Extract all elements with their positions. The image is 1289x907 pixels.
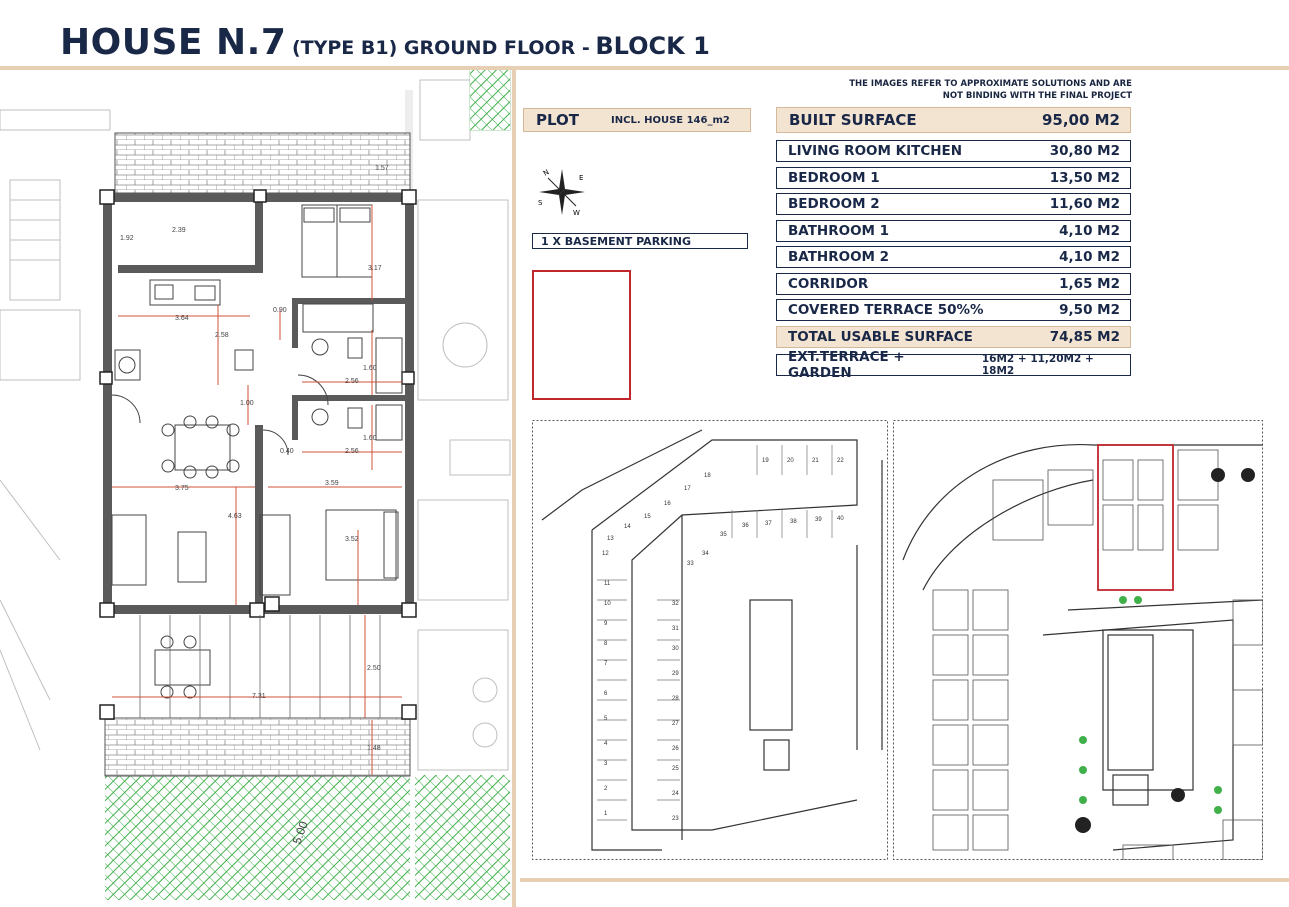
parking-label: 1 X BASEMENT PARKING: [532, 233, 748, 249]
total-label: TOTAL USABLE SURFACE: [788, 328, 973, 345]
svg-text:W: W: [573, 209, 580, 217]
svg-text:33: 33: [687, 561, 694, 567]
svg-text:32: 32: [672, 601, 679, 607]
built-surface-header: [776, 107, 1131, 133]
area-value: 30,80 M2: [1049, 143, 1120, 159]
dim-label: 2.58: [215, 332, 229, 339]
svg-text:2: 2: [604, 786, 608, 792]
compass-icon: [535, 165, 590, 220]
svg-text:9: 9: [604, 621, 608, 627]
dim-label: 1.60: [363, 435, 377, 442]
area-label: BEDROOM 1: [788, 169, 880, 186]
ext-label: EXT.TERRACE + GARDEN: [788, 348, 905, 381]
svg-text:21: 21: [812, 458, 819, 464]
title-house: HOUSE N.7: [60, 22, 287, 63]
svg-text:37: 37: [765, 521, 772, 527]
dim-label: 3.59: [325, 480, 339, 487]
svg-text:25: 25: [672, 766, 679, 772]
svg-text:18: 18: [704, 473, 711, 479]
svg-text:39: 39: [815, 517, 822, 523]
dim-label: 5.00: [289, 819, 311, 847]
floor-plan: [0, 70, 512, 907]
svg-text:10: 10: [604, 601, 611, 607]
svg-text:5: 5: [604, 716, 608, 722]
plot-header: [523, 108, 751, 132]
svg-text:40: 40: [837, 516, 844, 522]
area-table: [776, 140, 1131, 380]
dim-label: 2.50: [367, 665, 381, 672]
area-label: BATHROOM 2: [788, 249, 890, 265]
area-row: [776, 220, 1131, 242]
area-value: 4,10 M2: [1059, 249, 1120, 265]
dim-label: 3.17: [368, 265, 382, 272]
svg-text:26: 26: [672, 746, 679, 752]
dim-label: 0.90: [273, 307, 287, 314]
site-plan: [893, 420, 1263, 860]
svg-text:27: 27: [672, 721, 679, 727]
dim-label: 1.48: [367, 745, 381, 752]
dim-label: 7.31: [252, 693, 266, 700]
dim-label: 1.57: [375, 165, 389, 172]
svg-text:8: 8: [604, 641, 608, 647]
svg-text:34: 34: [702, 551, 709, 557]
area-value: 9,50 M2: [1059, 302, 1120, 318]
area-label: COVERED TERRACE 50%%: [788, 302, 984, 318]
title-block: BLOCK 1: [595, 32, 710, 60]
dim-label: 3.64: [175, 315, 189, 322]
total-row: [776, 326, 1131, 348]
svg-text:15: 15: [644, 514, 651, 520]
area-row: [776, 299, 1131, 321]
svg-text:E: E: [579, 174, 584, 182]
svg-text:S: S: [538, 199, 543, 207]
svg-text:6: 6: [604, 691, 608, 697]
ext-value: 16M2 + 11,20M2 + 18M2: [981, 352, 1094, 377]
area-label: BATHROOM 1: [788, 222, 890, 239]
dim-label: 3.75: [175, 485, 189, 492]
area-row: [776, 193, 1131, 215]
area-row: [776, 167, 1131, 189]
svg-text:36: 36: [742, 523, 749, 529]
svg-text:35: 35: [720, 532, 727, 538]
area-value: 4,10 M2: [1059, 222, 1120, 239]
svg-text:12: 12: [602, 551, 609, 557]
area-label: BEDROOM 2: [788, 196, 880, 212]
bottom-divider: [520, 878, 1289, 882]
area-value: 13,50 M2: [1049, 169, 1120, 186]
area-value: 11,60 M2: [1049, 196, 1120, 212]
dim-label: 1.60: [363, 365, 377, 372]
built-label: BUILT SURFACE: [789, 111, 917, 129]
plot-location-box: [532, 270, 631, 400]
svg-text:22: 22: [837, 458, 844, 464]
area-label: LIVING ROOM KITCHEN: [788, 143, 963, 159]
total-value: 74,85 M2: [1049, 328, 1120, 345]
svg-text:30: 30: [672, 646, 679, 652]
svg-text:24: 24: [672, 791, 679, 797]
svg-text:17: 17: [684, 486, 691, 492]
dim-label: 2.56: [345, 448, 359, 455]
area-row: [776, 140, 1131, 162]
svg-text:38: 38: [790, 519, 797, 525]
built-value: 95,00 M2: [1041, 111, 1120, 129]
svg-text:13: 13: [607, 536, 614, 542]
svg-text:11: 11: [604, 581, 611, 587]
dim-label: 2.56: [345, 378, 359, 385]
svg-text:7: 7: [604, 661, 608, 667]
svg-text:20: 20: [787, 458, 794, 464]
area-value: 1,65 M2: [1059, 275, 1120, 292]
svg-text:3: 3: [604, 761, 608, 767]
page-title: [60, 22, 710, 63]
dim-label: 4.63: [228, 513, 242, 520]
garden: [105, 775, 410, 900]
svg-text:16: 16: [664, 501, 671, 507]
svg-text:28: 28: [672, 696, 679, 702]
svg-text:19: 19: [762, 458, 769, 464]
svg-text:31: 31: [672, 626, 679, 632]
svg-text:14: 14: [624, 524, 631, 530]
dim-label: 1.00: [240, 400, 254, 407]
area-row: [776, 246, 1131, 268]
area-row: [776, 273, 1131, 295]
title-type: (TYPE B1) GROUND FLOOR -: [291, 37, 590, 59]
svg-text:29: 29: [672, 671, 679, 677]
dim-label: 1.92: [120, 235, 134, 242]
svg-text:23: 23: [672, 816, 679, 822]
svg-text:1: 1: [604, 811, 608, 817]
plot-incl: INCL. HOUSE 146_m2: [611, 114, 730, 126]
dim-label: 2.39: [172, 227, 186, 234]
area-label: CORRIDOR: [788, 275, 869, 292]
vertical-divider: [512, 70, 516, 907]
svg-text:4: 4: [604, 741, 608, 747]
svg-text:N: N: [542, 168, 551, 178]
disclaimer: THE IMAGES REFER TO APPROXIMATE SOLUTIONS AND ARE NOT BINDING WITH THE FINAL PROJECT: [849, 79, 1132, 101]
plot-label: PLOT: [536, 111, 580, 129]
dim-label: 0.40: [280, 448, 294, 455]
basement-parking-plan: [532, 420, 888, 860]
ext-row: [776, 348, 1131, 381]
dim-label: 3.52: [345, 536, 359, 543]
